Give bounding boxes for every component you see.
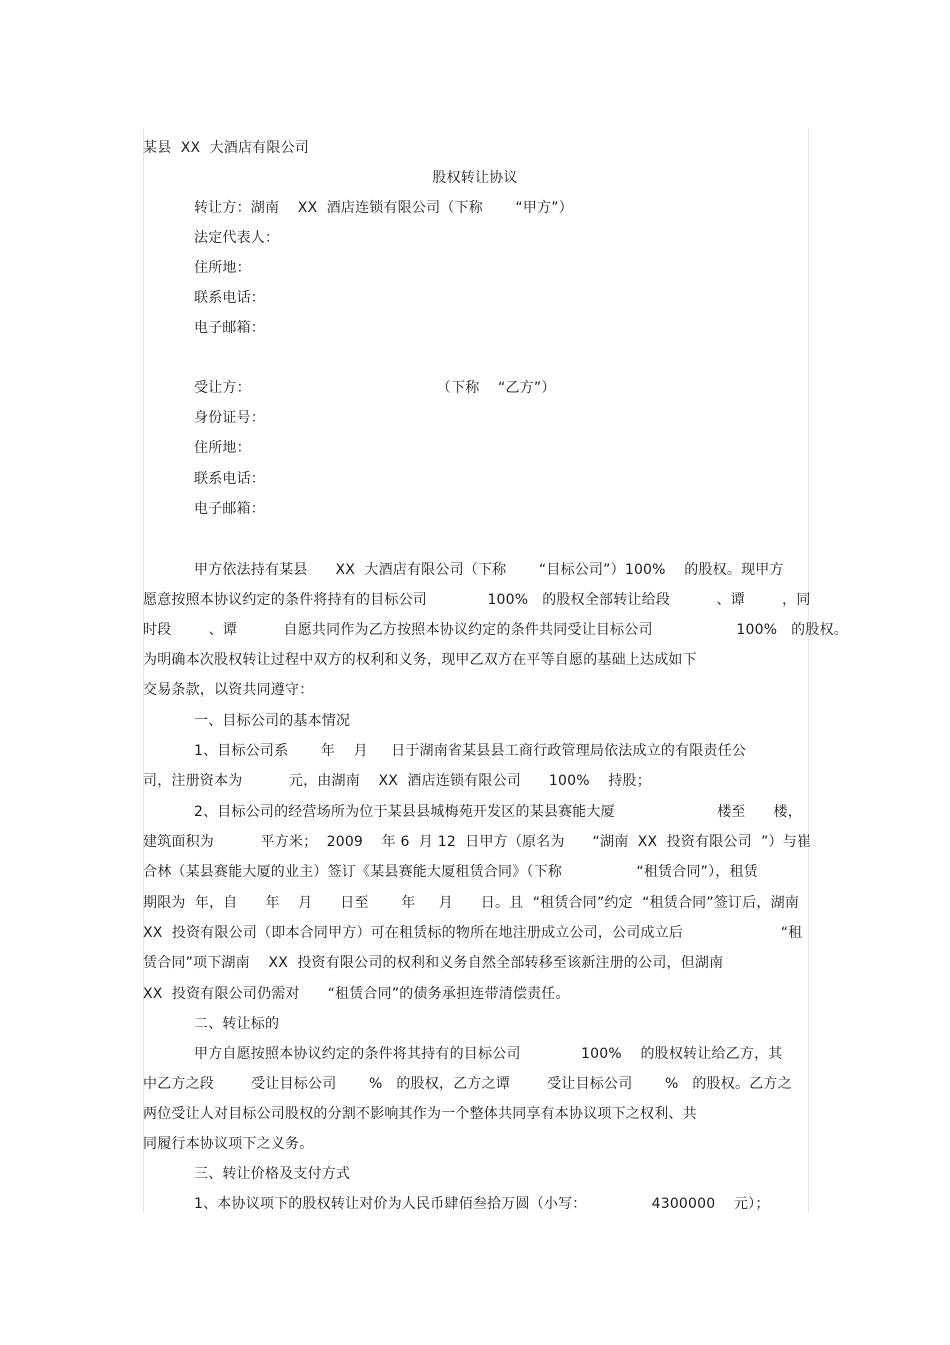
phone-line: 联系电话： xyxy=(194,471,265,487)
document-title: 股权转让协议 xyxy=(432,170,518,186)
address-line: 住所地： xyxy=(194,440,251,456)
section-heading: 三、转让价格及支付方式 xyxy=(194,1166,351,1182)
phone-line: 联系电话： xyxy=(194,290,265,306)
paragraph-line: 期限为 年，自 年 月 日至 年 月 日。且 “租赁合同”约定 “租赁合同”签订后，湖南 xyxy=(143,895,800,911)
transferee-line: 受让方： （下称 “乙方”） xyxy=(194,380,556,396)
paragraph-line: 1、目标公司系 年 月 日于湖南省某县县工商行政管理局依法成立的有限责任公 xyxy=(194,743,747,759)
paragraph-line: 司，注册资本为 元，由湖南 XX 酒店连锁有限公司 100% 持股； xyxy=(143,773,651,789)
paragraph-line: 同履行本协议项下之义务。 xyxy=(143,1136,314,1152)
paragraph-line: 两位受让人对目标公司股权的分割不影响其作为一个整体共同享有本协议项下之权利、共 xyxy=(143,1106,697,1122)
email-line: 电子邮箱： xyxy=(194,320,265,336)
paragraph-line: 合林（某县赛能大厦的业主）签订《某县赛能大厦租赁合同》（下称 “租赁合同”），租赁 xyxy=(143,864,758,880)
company-header: 某县 XX 大酒店有限公司 xyxy=(143,140,309,156)
legal-representative-line: 法定代表人： xyxy=(194,230,280,246)
paragraph-line: 时段 、谭 自愿共同作为乙方按照本协议约定的条件共同受让目标公司 100% 的股权。 xyxy=(143,622,848,638)
paragraph-line: 2、目标公司的经营场所为位于某县县城梅苑开发区的某县赛能大厦 楼至 楼， xyxy=(194,804,802,820)
paragraph-line: 1、本协议项下的股权转让对价为人民币肆佰叁拾万圆（小写： 4300000 元）； xyxy=(194,1196,770,1212)
paragraph-line: 建筑面积为 平方米； 2009 年 6 月 12 日甲方（原名为 “湖南 XX 投资有限公司 ”）与崔 xyxy=(143,834,812,850)
paragraph-line: 甲方依法持有某县 XX 大酒店有限公司（下称 “目标公司”）100% 的股权。现甲方 xyxy=(194,562,784,578)
paragraph-line: 赁合同”项下湖南 XX 投资有限公司的权利和义务自然全部转移至该新注册的公司，但湖南 xyxy=(143,955,724,971)
section-heading: 一、目标公司的基本情况 xyxy=(194,713,351,729)
email-line: 电子邮箱： xyxy=(194,501,265,517)
paragraph-line: 愿意按照本协议约定的条件将持有的目标公司 100% 的股权全部转让给段 、谭 ，同 xyxy=(143,592,811,608)
address-line: 住所地： xyxy=(194,260,251,276)
paragraph-line: 甲方自愿按照本协议约定的条件将其持有的目标公司 100% 的股权转让给乙方，其 xyxy=(194,1046,783,1062)
paragraph-line: 交易条款，以资共同遵守： xyxy=(143,682,314,698)
paragraph-line: XX 投资有限公司（即本合同甲方）可在租赁标的物所在地注册成立公司，公司成立后 “租 xyxy=(143,925,803,941)
id-number-line: 身份证号： xyxy=(194,410,265,426)
paragraph-line: XX 投资有限公司仍需对 “租赁合同”的债务承担连带清偿责任。 xyxy=(143,986,570,1002)
transferor-line: 转让方：湖南 XX 酒店连锁有限公司（下称 “甲方”） xyxy=(194,200,573,216)
section-heading: 二、转让标的 xyxy=(194,1016,280,1032)
paragraph-line: 为明确本次股权转让过程中双方的权利和义务，现甲乙双方在平等自愿的基础上达成如下 xyxy=(143,652,697,668)
paragraph-line: 中乙方之段 受让目标公司 % 的股权，乙方之谭 受让目标公司 % 的股权。乙方之 xyxy=(143,1076,792,1092)
